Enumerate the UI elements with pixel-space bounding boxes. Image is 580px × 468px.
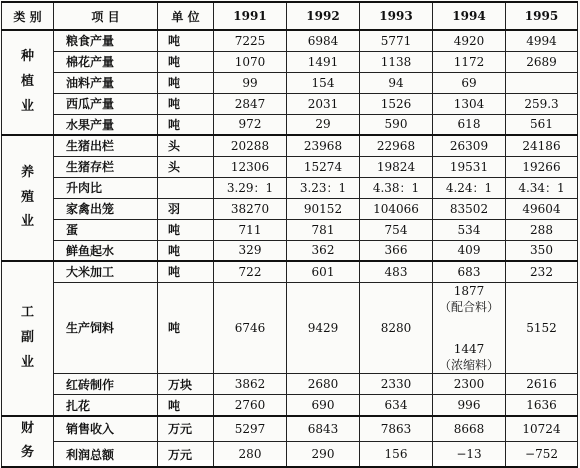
unit-cell: 吨 (158, 51, 214, 72)
value-cell: 6843 (287, 416, 360, 442)
value-cell: 19266 (506, 156, 578, 177)
category-char: 工 (20, 305, 34, 321)
item-cell: 销售收入 (54, 416, 158, 442)
table-row (2, 441, 578, 467)
value-cell: 2031 (287, 93, 360, 114)
unit-cell: 头 (158, 135, 214, 156)
category-char: 财 (20, 420, 34, 436)
header-year: 1992 (287, 2, 360, 30)
value-cell: 8668 (433, 416, 506, 442)
value-cell: 24186 (506, 135, 578, 156)
value-cell: 7225 (214, 30, 287, 51)
value-cell: 534 (433, 219, 506, 240)
value-cell: 12306 (214, 156, 287, 177)
value-cell: 5152 (506, 282, 578, 374)
unit-cell: 吨 (158, 72, 214, 93)
value-cell: 634 (360, 395, 433, 416)
item-cell: 棉花产量 (54, 51, 158, 72)
feed-spacer (433, 315, 505, 341)
value-cell: 38270 (214, 198, 287, 219)
header-unit: 单 位 (158, 2, 214, 30)
value-cell: 90152 (287, 198, 360, 219)
value-cell: 972 (214, 114, 287, 135)
value-cell (506, 72, 578, 93)
table-row (2, 114, 578, 135)
value-cell: 49604 (506, 198, 578, 219)
value-cell: 4.34：1 (506, 177, 578, 198)
feed-1994-cell (433, 282, 506, 374)
table-row (2, 93, 578, 114)
value-cell: 754 (360, 219, 433, 240)
value-cell: 781 (287, 219, 360, 240)
value-cell: 15274 (287, 156, 360, 177)
value-cell: 366 (360, 240, 433, 261)
value-cell: 2680 (287, 374, 360, 395)
value-cell: 23968 (287, 135, 360, 156)
value-cell: 259.3 (506, 93, 578, 114)
value-cell: 19824 (360, 156, 433, 177)
unit-cell: 羽 (158, 198, 214, 219)
value-cell: 290 (287, 441, 360, 467)
value-cell: 2760 (214, 395, 287, 416)
item-cell: 鲜鱼起水 (54, 240, 158, 261)
table-row (2, 177, 578, 198)
value-cell: 2330 (360, 374, 433, 395)
value-cell: 280 (214, 441, 287, 467)
unit-cell: 吨 (158, 261, 214, 282)
table-row (2, 374, 578, 395)
value-cell: 1526 (360, 93, 433, 114)
item-cell: 粮食产量 (54, 30, 158, 51)
value-cell: 10724 (506, 416, 578, 442)
value-cell: 409 (433, 240, 506, 261)
production-statistics-table (1, 1, 578, 468)
category-cell-finance (2, 416, 54, 467)
value-cell: 1636 (506, 395, 578, 416)
item-cell: 水果产量 (54, 114, 158, 135)
value-cell: −752 (506, 441, 578, 467)
table-row (2, 30, 578, 51)
category-cell-planting (2, 30, 54, 135)
value-cell: 362 (287, 240, 360, 261)
item-cell: 红砖制作 (54, 374, 158, 395)
value-cell: 4.24：1 (433, 177, 506, 198)
value-cell: 2616 (506, 374, 578, 395)
value-cell: 83502 (433, 198, 506, 219)
value-cell: 1491 (287, 51, 360, 72)
feed-compound-note: （配合料） (438, 299, 499, 314)
table-row (2, 395, 578, 416)
value-cell: 3.23：1 (287, 177, 360, 198)
header-row (2, 2, 578, 30)
unit-cell: 吨 (158, 219, 214, 240)
item-cell: 扎花 (54, 395, 158, 416)
value-cell: 690 (287, 395, 360, 416)
value-cell: 94 (360, 72, 433, 93)
table-row (2, 72, 578, 93)
value-cell: 8280 (360, 282, 433, 374)
value-cell: 618 (433, 114, 506, 135)
table-row (2, 261, 578, 282)
table-row (2, 240, 578, 261)
value-cell: 996 (433, 395, 506, 416)
unit-cell: 万块 (158, 374, 214, 395)
value-cell: 5297 (214, 416, 287, 442)
value-cell: −13 (433, 441, 506, 467)
category-cell-sideline (2, 261, 54, 416)
value-cell: 99 (214, 72, 287, 93)
unit-cell: 吨 (158, 282, 214, 374)
value-cell: 20288 (214, 135, 287, 156)
header-year: 1995 (506, 2, 578, 30)
category-char: 种 (20, 49, 34, 65)
unit-cell: 吨 (158, 114, 214, 135)
unit-cell: 吨 (158, 240, 214, 261)
value-cell: 2689 (506, 51, 578, 72)
value-cell: 288 (506, 219, 578, 240)
value-cell: 350 (506, 240, 578, 261)
feed-concentrate-value: 1447 (453, 341, 485, 356)
table-row (2, 135, 578, 156)
category-char: 殖 (20, 189, 34, 205)
value-cell: 4920 (433, 30, 506, 51)
value-cell: 722 (214, 261, 287, 282)
value-cell: 69 (433, 72, 506, 93)
value-cell: 1172 (433, 51, 506, 72)
value-cell: 2300 (433, 374, 506, 395)
item-cell: 升肉比 (54, 177, 158, 198)
unit-cell: 头 (158, 156, 214, 177)
category-char: 务 (20, 445, 34, 461)
header-year: 1994 (433, 2, 506, 30)
header-item: 项 目 (54, 2, 158, 30)
value-cell: 601 (287, 261, 360, 282)
unit-cell: 吨 (158, 30, 214, 51)
category-char: 业 (20, 214, 34, 230)
value-cell: 3.29：1 (214, 177, 287, 198)
item-cell: 蛋 (54, 219, 158, 240)
value-cell: 483 (360, 261, 433, 282)
table-row (2, 51, 578, 72)
item-cell: 生猪存栏 (54, 156, 158, 177)
value-cell: 3862 (214, 374, 287, 395)
value-cell: 1304 (433, 93, 506, 114)
value-cell: 104066 (360, 198, 433, 219)
unit-cell: 吨 (158, 395, 214, 416)
unit-cell: 万元 (158, 416, 214, 442)
value-cell: 561 (506, 114, 578, 135)
value-cell: 590 (360, 114, 433, 135)
category-char: 副 (20, 330, 34, 346)
table-row (2, 219, 578, 240)
category-char: 业 (20, 354, 34, 370)
unit-cell (158, 177, 214, 198)
item-cell: 生产饲料 (54, 282, 158, 374)
table-row (2, 282, 578, 374)
value-cell: 2847 (214, 93, 287, 114)
header-year: 1991 (214, 2, 287, 30)
value-cell: 5771 (360, 30, 433, 51)
item-cell: 利润总额 (54, 441, 158, 467)
item-cell: 生猪出栏 (54, 135, 158, 156)
value-cell: 22968 (360, 135, 433, 156)
value-cell: 156 (360, 441, 433, 467)
category-char: 养 (20, 164, 34, 180)
value-cell: 329 (214, 240, 287, 261)
value-cell: 1070 (214, 51, 287, 72)
item-cell: 西瓜产量 (54, 93, 158, 114)
feed-concentrate-note: （浓缩料） (438, 358, 499, 373)
value-cell: 6746 (214, 282, 287, 374)
value-cell: 232 (506, 261, 578, 282)
value-cell: 7863 (360, 416, 433, 442)
category-char: 植 (20, 74, 34, 90)
unit-cell: 吨 (158, 93, 214, 114)
value-cell: 29 (287, 114, 360, 135)
header-category: 类 别 (2, 2, 54, 30)
value-cell: 1138 (360, 51, 433, 72)
table-row (2, 156, 578, 177)
unit-cell: 万元 (158, 441, 214, 467)
item-cell: 大米加工 (54, 261, 158, 282)
table-row (2, 416, 578, 442)
value-cell: 19531 (433, 156, 506, 177)
header-year: 1993 (360, 2, 433, 30)
item-cell: 家禽出笼 (54, 198, 158, 219)
value-cell: 4.38：1 (360, 177, 433, 198)
category-char: 业 (20, 98, 34, 114)
value-cell: 9429 (287, 282, 360, 374)
table-row (2, 198, 578, 219)
value-cell: 711 (214, 219, 287, 240)
value-cell: 4994 (506, 30, 578, 51)
category-cell-breeding (2, 135, 54, 261)
value-cell: 6984 (287, 30, 360, 51)
value-cell: 154 (287, 72, 360, 93)
feed-compound-value: 1877 (453, 283, 485, 298)
value-cell: 26309 (433, 135, 506, 156)
value-cell: 683 (433, 261, 506, 282)
item-cell: 油料产量 (54, 72, 158, 93)
